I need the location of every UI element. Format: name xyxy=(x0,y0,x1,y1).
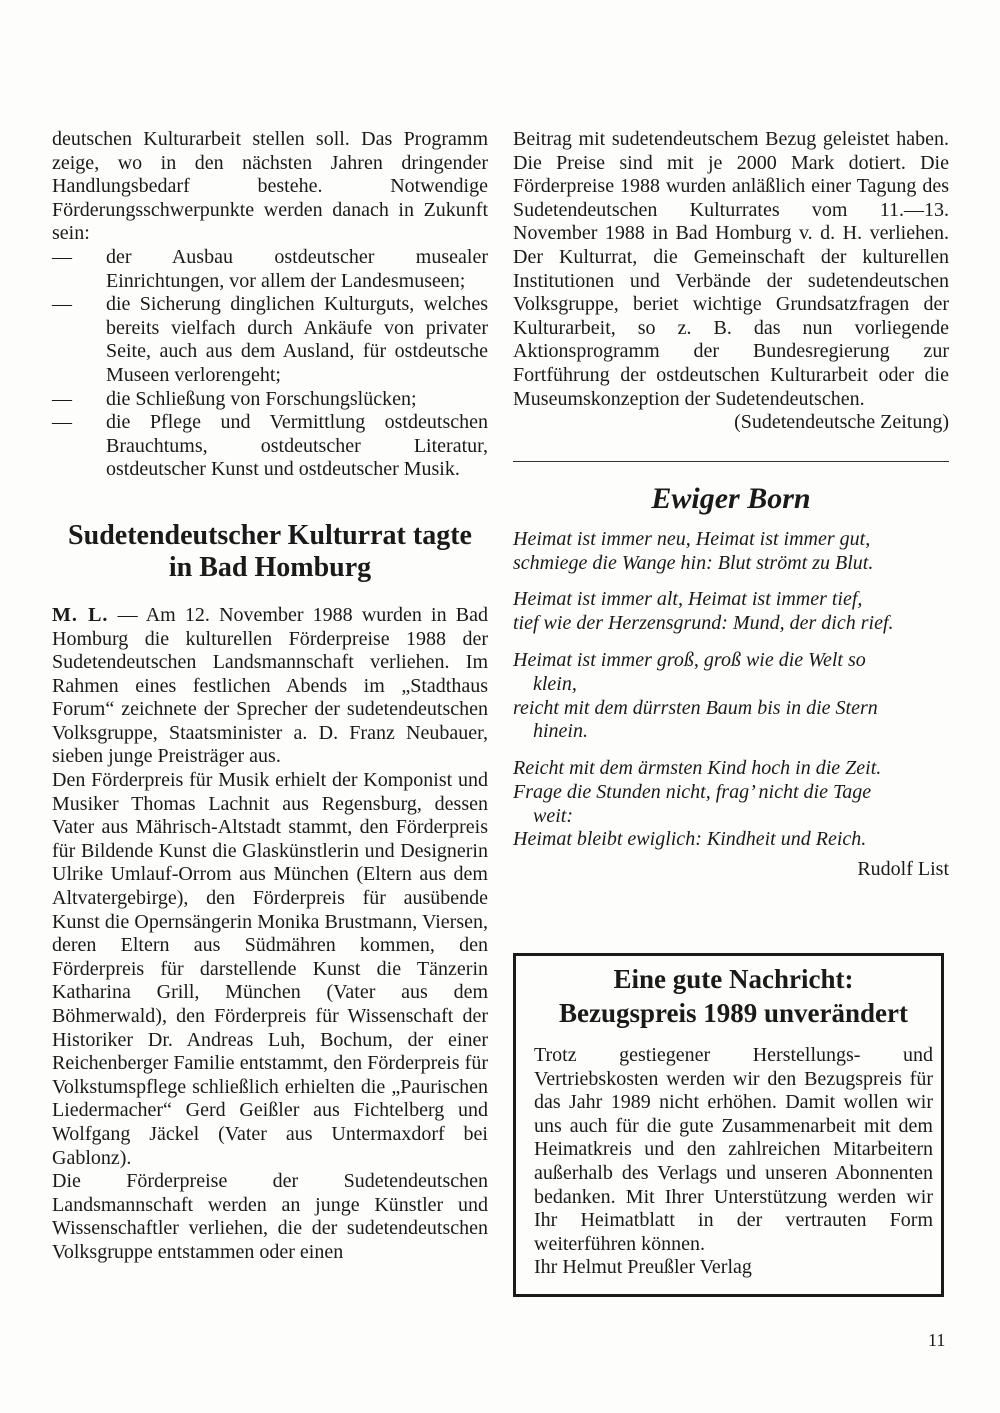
source-credit: (Sudetendeutsche Zeitung) xyxy=(734,411,949,434)
poem-author: Rudolf List xyxy=(857,858,949,881)
right-column xyxy=(513,128,949,882)
poem-line: klein, xyxy=(513,672,577,695)
notice-heading-line-1: Eine gute Nachricht: xyxy=(613,964,854,994)
intro-paragraph: deutschen Kulturarbeit stellen soll. Das Programm zeige, wo in den nächsten Jahren dringender Handlungsbedarf bestehe. Notwendige Förderungsschwerpunkte werden danach in Zukunft sein: xyxy=(52,128,488,245)
notice-signature: Ihr Helmut Preußler Verlag xyxy=(534,1256,752,1279)
list-item: — die Sicherung dinglichen Kulturguts, welches bereits vielfach durch Ankäufe von privater Seite, auch aus dem Ausland, für ostdeutsche Museen verlorengeht; xyxy=(52,293,488,387)
poem-stanza xyxy=(513,649,949,744)
page-number: 11 xyxy=(928,1330,946,1350)
poem-line: Reicht mit dem ärmsten Kind hoch in die Zeit. xyxy=(513,757,882,780)
left-column xyxy=(52,128,488,1265)
notice-text: Trotz gestiegener Herstellungs- und Vertriebskosten werden wir den Bezugspreis für das Jahr 1989 nicht erhöhen. Damit wollen wir uns auch für die gute Zusammenarbeit mit dem Heimatkreis und den zahlreichen Mitarbeitern außerhalb des Verlags und unseren Abonnenten bedanken. Mit Ihrer Unterstützung werden wir Ihr Heimatblatt in der vertrauten Form weiterführen können. xyxy=(534,1044,933,1255)
article-paragraph-1-text: — Am 12. November 1988 wurden in Bad Homburg die kulturellen Förderpreise 1988 der Sudetendeutschen Landsmannschaft verliehen. Im Rahmen eines festlichen Abends im „Stadthaus Forum“ zeichnete der Sprecher der sudetendeutschen Volksgruppe, Staatsminister a. D. Franz Neubauer, sieben junge Preisträger aus. xyxy=(52,603,488,768)
poem-stanza xyxy=(513,757,949,852)
poem-line: Heimat bleibt ewiglich: Kindheit und Reich. xyxy=(513,828,867,851)
poem-title: Ewiger Born xyxy=(651,481,811,515)
article-paragraph-2: Den Förderpreis für Musik erhielt der Komponist und Musiker Thomas Lachnit aus Regensburg, dessen Vater aus Mährisch-Altstadt stammt, den Förderpreis für Bildende Kunst die Glaskünstlerin und Designerin Ulrike Umlauf-Orrom aus München (Eltern aus dem Altvatergebirge), den Förderpreis für ausübende Kunst die Opernsängerin Monika Brustmann, Viersen, deren Eltern aus Südmähren kommen, den Förderpreis für darstellende Kunst die Tänzerin Katharina Grill, München (Vater aus dem Böhmerwald), den Förderpreis für Wissenschaft der Historiker Dr. Andreas Luh, Bochum, der einer Reichenberger Familie entstammt, den Förderpreis für Volkstumspflege schließlich erhielten die „Paurischen Liedermacher“ Gerd Geißler aus Fichtelberg und Wolfgang Jäckel (Vater aus Untermaxdorf bei Gablonz). xyxy=(52,769,488,1169)
list-item: — die Schließung von Forschungslücken; xyxy=(52,388,488,412)
poem-line: tief wie der Herzensgrund: Mund, der dich rief. xyxy=(513,612,894,635)
poem-line: weit: xyxy=(513,804,573,827)
poem-stanza xyxy=(513,528,949,576)
poem-line: schmiege die Wange hin: Blut strömt zu Blut. xyxy=(513,551,874,574)
article-paragraph-3: Die Förderpreise der Sudetendeutschen Landsmannschaft werden an junge Künstler und Wissenschaftler verliehen, die der sudetendeutschen Volksgruppe entstammen oder einen xyxy=(52,1170,488,1263)
poem-line: Heimat ist immer alt, Heimat ist immer tief, xyxy=(513,588,863,611)
continued-paragraph: Beitrag mit sudetendeutschem Bezug geleistet haben. Die Preise sind mit je 2000 Mark dotiert. Die Förderpreise 1988 wurden anläßlich einer Tagung des Sudetendeutschen Kulturrates vom 11.—13. November 1988 in Bad Homburg v. d. H. verliehen. Der Kulturrat, die Gemeinschaft der kulturellen Institutionen und Verbände der sudetendeutschen Volksgruppe, beriet wichtige Grundsatzfragen der Kulturarbeit, so z. B. das nun vorliegende Aktionsprogramm der Bundesregierung zur Fortführung der ostdeutschen Kulturarbeit oder die Museumskonzeption der Sudetendeutschen. xyxy=(513,128,949,410)
notice-box xyxy=(513,953,944,1297)
poem-line: Heimat ist immer neu, Heimat ist immer gut, xyxy=(513,527,871,550)
heading-line-2: in Bad Homburg xyxy=(168,551,372,583)
priority-list xyxy=(52,246,488,482)
list-item: — die Pflege und Vermittlung ostdeutschen Brauchtums, ostdeutscher Literatur, ostdeutscher Kunst und ostdeutscher Musik. xyxy=(52,411,488,482)
list-item: — der Ausbau ostdeutscher musealer Einrichtungen, vor allem der Landesmuseen; xyxy=(52,246,488,293)
notice-heading-line-2: Bezugspreis 1989 unverändert xyxy=(559,998,908,1028)
poem-line: reicht mit dem dürrsten Baum bis in die Stern xyxy=(513,696,878,719)
poem-line: hinein. xyxy=(513,720,588,743)
poem-line: Frage die Stunden nicht, frag’ nicht die Tage xyxy=(513,780,872,803)
article-heading xyxy=(52,520,488,584)
poem-line: Heimat ist immer groß, groß wie die Welt so xyxy=(513,648,866,671)
article-paragraph-1 xyxy=(52,604,488,769)
author-initials: M. L. xyxy=(52,603,109,626)
poem-stanza xyxy=(513,588,949,636)
notice-heading xyxy=(534,962,933,1030)
heading-line-1: Sudetendeutscher Kulturrat tagte xyxy=(68,519,472,551)
poem xyxy=(513,528,949,853)
